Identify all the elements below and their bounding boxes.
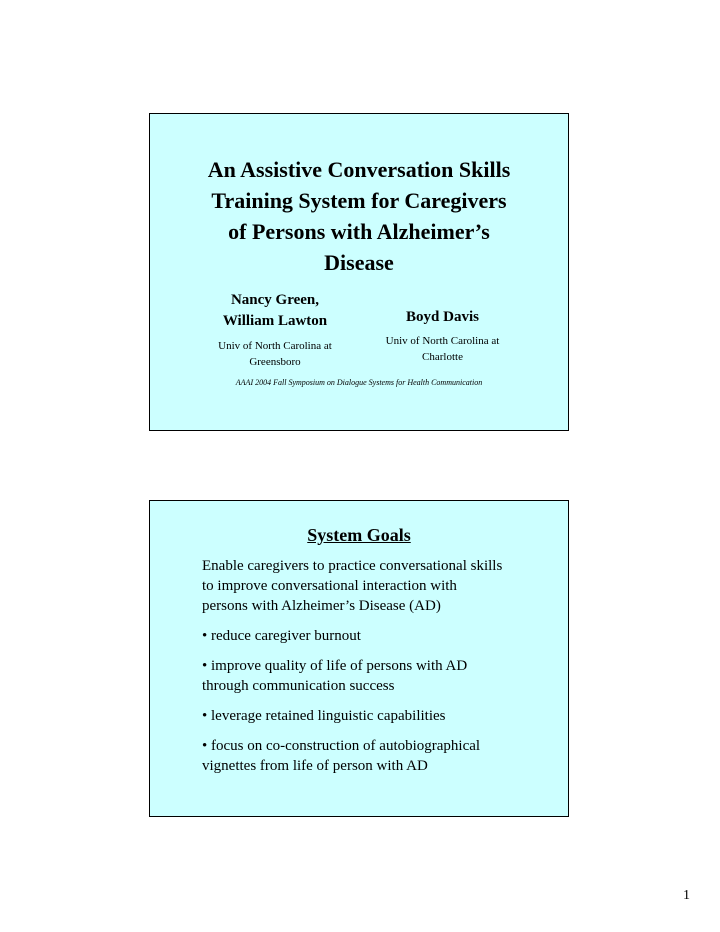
- goal-line: Enable caregivers to practice conversational skills: [202, 558, 503, 574]
- presentation-title: [150, 154, 568, 278]
- author-name: Nancy Green,: [230, 292, 320, 308]
- goal-bullet: [202, 706, 547, 726]
- author-affiliation: [200, 338, 350, 370]
- affiliation-line: Charlotte: [422, 351, 463, 363]
- author-name: William Lawton: [222, 313, 328, 329]
- affiliation-line: Univ of North Carolina at: [218, 340, 332, 352]
- conference-note: AAAI 2004 Fall Symposium on Dialogue Systems for Health Communication: [235, 378, 483, 387]
- title-line: Disease: [324, 250, 394, 275]
- goal-paragraph: [202, 556, 547, 616]
- author-block-right: [370, 307, 515, 365]
- goal-line: • reduce caregiver burnout: [202, 628, 361, 644]
- goal-line: • leverage retained linguistic capabilities: [202, 708, 446, 724]
- affiliation-line: Greensboro: [249, 356, 301, 368]
- goal-line: to improve conversational interaction with: [202, 578, 457, 594]
- goal-bullet: [202, 626, 547, 646]
- author-affiliation: [370, 333, 515, 365]
- goal-line: vignettes from life of person with AD: [202, 758, 428, 774]
- goal-line: • improve quality of life of persons with AD: [202, 658, 468, 674]
- author-block-left: [200, 290, 350, 370]
- goal-bullet: [202, 736, 547, 776]
- title-line: of Persons with Alzheimer’s: [228, 219, 490, 244]
- goals-slide: [149, 500, 569, 817]
- title-line: An Assistive Conversation Skills: [207, 157, 511, 182]
- goal-line: through communication success: [202, 678, 395, 694]
- goals-list: [202, 556, 547, 786]
- slide-title: System Goals: [307, 525, 411, 545]
- goal-bullet: [202, 656, 547, 696]
- author-name: Boyd Davis: [406, 309, 479, 325]
- goal-line: persons with Alzheimer’s Disease (AD): [202, 598, 441, 614]
- page-number: 1: [683, 888, 690, 903]
- affiliation-line: Univ of North Carolina at: [385, 335, 500, 347]
- title-line: Training System for Caregivers: [211, 188, 507, 213]
- title-slide: [149, 113, 569, 431]
- goal-line: • focus on co-construction of autobiographical: [202, 738, 481, 754]
